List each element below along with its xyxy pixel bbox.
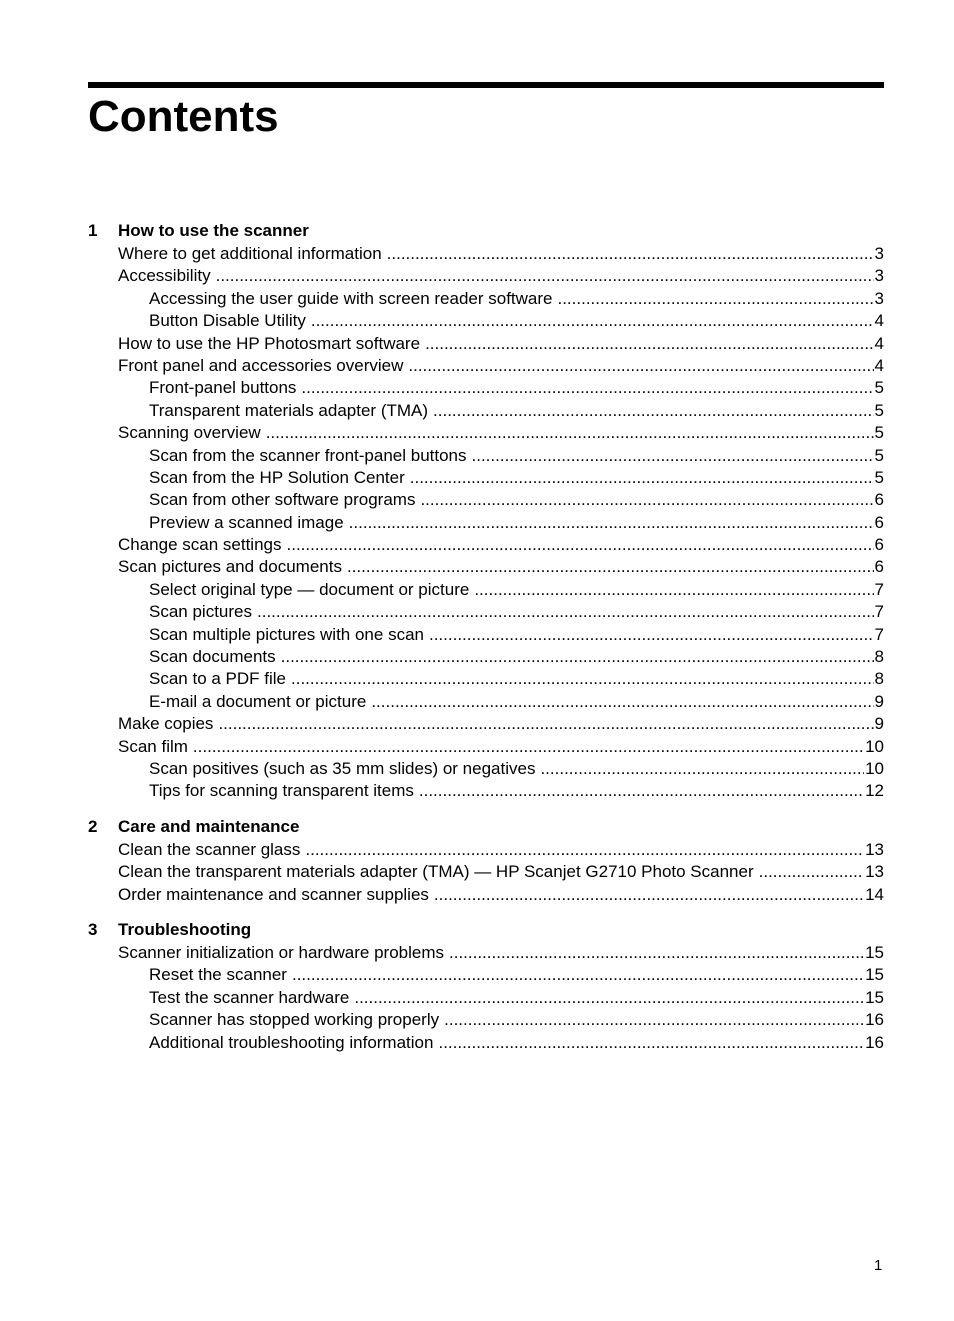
toc-entry-title: Change scan settings bbox=[118, 535, 282, 555]
page-title: Contents bbox=[88, 92, 279, 141]
dot-leader bbox=[281, 646, 874, 668]
toc-entry-page: 15 bbox=[865, 942, 884, 962]
toc-entry-title: Scan multiple pictures with one scan bbox=[149, 624, 424, 644]
toc-entry[interactable] bbox=[88, 713, 884, 735]
toc-entry-page: 16 bbox=[865, 1010, 884, 1030]
dot-leader bbox=[292, 964, 864, 986]
toc-entry-title: Make copies bbox=[118, 714, 214, 734]
toc-entry-page: 6 bbox=[874, 512, 884, 532]
dot-leader bbox=[387, 243, 874, 265]
toc-entry-page: 13 bbox=[865, 839, 884, 859]
toc-entry[interactable] bbox=[88, 758, 884, 780]
dot-leader bbox=[425, 333, 873, 355]
toc-entry[interactable] bbox=[88, 601, 884, 623]
toc-entry-title: Scan from the scanner front-panel buttons bbox=[149, 445, 467, 465]
dot-leader bbox=[420, 489, 873, 511]
toc-entry-title: Scan positives (such as 35 mm slides) or negatives bbox=[149, 758, 536, 778]
dot-leader bbox=[354, 987, 864, 1009]
dot-leader bbox=[218, 713, 873, 735]
toc-entry-page: 4 bbox=[874, 333, 884, 353]
toc-entry-page: 6 bbox=[874, 557, 884, 577]
toc-entry-title: Where to get additional information bbox=[118, 244, 382, 263]
toc-entry-title: Reset the scanner bbox=[149, 965, 287, 985]
toc-entry[interactable] bbox=[88, 377, 884, 399]
dot-leader bbox=[474, 579, 873, 601]
toc-entry-title: Front-panel buttons bbox=[149, 378, 297, 398]
toc-entry[interactable] bbox=[88, 964, 884, 986]
toc-entry[interactable] bbox=[88, 839, 884, 861]
dot-leader bbox=[540, 758, 864, 780]
toc-entry-page: 5 bbox=[874, 400, 884, 420]
dot-leader bbox=[444, 1009, 864, 1031]
page-number: 1 bbox=[874, 1257, 883, 1274]
chapter-heading bbox=[88, 918, 884, 942]
table-of-contents bbox=[88, 219, 884, 1054]
chapter-number: 3 bbox=[88, 919, 98, 939]
chapter-heading bbox=[88, 815, 884, 839]
toc-entry-title: Transparent materials adapter (TMA) bbox=[149, 400, 429, 420]
toc-entry-page: 16 bbox=[865, 1032, 884, 1052]
toc-entry[interactable] bbox=[88, 534, 884, 556]
dot-leader bbox=[759, 861, 864, 883]
toc-entry-page: 9 bbox=[874, 714, 884, 734]
dot-leader bbox=[301, 377, 873, 399]
toc-entry-page: 10 bbox=[865, 758, 884, 778]
toc-entry-page: 4 bbox=[874, 311, 884, 331]
toc-entry-page: 15 bbox=[865, 987, 884, 1007]
dot-leader bbox=[216, 265, 874, 287]
dot-leader bbox=[419, 780, 864, 802]
toc-entry[interactable] bbox=[88, 445, 884, 467]
toc-entry-title: Scanning overview bbox=[118, 423, 261, 443]
toc-entry-page: 12 bbox=[865, 781, 884, 801]
dot-leader bbox=[305, 839, 864, 861]
toc-entry-title: Scan to a PDF file bbox=[149, 669, 287, 689]
toc-entry[interactable] bbox=[88, 579, 884, 601]
dot-leader bbox=[347, 556, 874, 578]
toc-entry-page: 3 bbox=[874, 288, 884, 308]
toc-entry-title: Scanner has stopped working properly bbox=[149, 1010, 440, 1030]
toc-entry-title: Scan from other software programs bbox=[149, 490, 416, 510]
dot-leader bbox=[429, 624, 874, 646]
toc-entry-title: Order maintenance and scanner supplies bbox=[118, 884, 429, 904]
toc-entry[interactable] bbox=[88, 489, 884, 511]
toc-entry-title: Accessing the user guide with screen reader software bbox=[149, 288, 553, 308]
toc-entry[interactable] bbox=[88, 422, 884, 444]
toc-entry-title: Scan from the HP Solution Center bbox=[149, 467, 405, 487]
toc-entry[interactable] bbox=[88, 556, 884, 578]
toc-entry-title: Accessibility bbox=[118, 266, 211, 286]
toc-entry-title: Test the scanner hardware bbox=[149, 987, 350, 1007]
toc-entry-page: 6 bbox=[874, 490, 884, 510]
toc-entry[interactable] bbox=[88, 691, 884, 713]
toc-entry-page: 14 bbox=[865, 884, 884, 904]
chapter-title[interactable]: Care and maintenance bbox=[118, 816, 300, 836]
dot-leader bbox=[266, 422, 874, 444]
toc-entry-title: Select original type — document or picture bbox=[149, 579, 470, 599]
toc-entry-page: 5 bbox=[874, 467, 884, 487]
toc-entry[interactable] bbox=[88, 310, 884, 332]
chapter-number: 2 bbox=[88, 816, 98, 836]
toc-entry[interactable] bbox=[88, 624, 884, 646]
toc-entry[interactable] bbox=[88, 942, 884, 964]
toc-entry-page: 8 bbox=[874, 669, 884, 689]
toc-entry-page: 5 bbox=[874, 423, 884, 443]
toc-entry[interactable] bbox=[88, 333, 884, 355]
toc-entry[interactable] bbox=[88, 265, 884, 287]
toc-entry-title: Scan pictures bbox=[149, 602, 252, 622]
toc-entry-page: 13 bbox=[865, 862, 884, 882]
dot-leader bbox=[291, 668, 874, 690]
toc-entry[interactable] bbox=[88, 243, 884, 265]
toc-entry-page: 5 bbox=[874, 445, 884, 465]
toc-entry[interactable] bbox=[88, 1032, 884, 1054]
toc-entry[interactable] bbox=[88, 884, 884, 906]
toc-entry[interactable] bbox=[88, 861, 884, 883]
toc-entry-title: Scan pictures and documents bbox=[118, 557, 342, 577]
toc-entry-page: 9 bbox=[874, 691, 884, 711]
dot-leader bbox=[257, 601, 874, 623]
dot-leader bbox=[449, 942, 864, 964]
toc-entry-title: Clean the scanner glass bbox=[118, 839, 301, 859]
dot-leader bbox=[193, 736, 864, 758]
toc-entry-title: Scanner initialization or hardware problems bbox=[118, 942, 444, 962]
toc-entry[interactable] bbox=[88, 987, 884, 1009]
toc-entry-title: Scan documents bbox=[149, 647, 276, 667]
toc-entry[interactable] bbox=[88, 467, 884, 489]
title-rule bbox=[88, 82, 884, 88]
dot-leader bbox=[408, 355, 873, 377]
toc-entry[interactable] bbox=[88, 646, 884, 668]
toc-entry-page: 3 bbox=[874, 266, 884, 286]
toc-entry-page: 7 bbox=[874, 579, 884, 599]
toc-entry-title: E-mail a document or picture bbox=[149, 691, 367, 711]
toc-entry-title: Scan film bbox=[118, 736, 188, 756]
toc-entry[interactable] bbox=[88, 355, 884, 377]
dot-leader bbox=[438, 1032, 864, 1054]
toc-entry[interactable] bbox=[88, 736, 884, 758]
dot-leader bbox=[434, 884, 864, 906]
toc-entry-title: Additional troubleshooting information bbox=[149, 1032, 434, 1052]
dot-leader bbox=[557, 288, 873, 310]
toc-entry-page: 8 bbox=[874, 647, 884, 667]
dot-leader bbox=[371, 691, 873, 713]
toc-entry[interactable] bbox=[88, 512, 884, 534]
chapter-heading bbox=[88, 219, 884, 243]
dot-leader bbox=[433, 400, 874, 422]
toc-entry-page: 7 bbox=[874, 602, 884, 622]
chapter-number: 1 bbox=[88, 221, 98, 240]
toc-entry-page: 3 bbox=[874, 244, 884, 263]
dot-leader bbox=[349, 512, 874, 534]
toc-entry-title: Front panel and accessories overview bbox=[118, 355, 404, 375]
toc-entry[interactable] bbox=[88, 780, 884, 802]
dot-leader bbox=[410, 467, 874, 489]
dot-leader bbox=[472, 445, 874, 467]
toc-entry-title: How to use the HP Photosmart software bbox=[118, 333, 421, 353]
toc-entry-page: 7 bbox=[874, 624, 884, 644]
dot-leader bbox=[287, 534, 874, 556]
toc-entry-title: Button Disable Utility bbox=[149, 311, 306, 331]
toc-entry-title: Clean the transparent materials adapter (TMA) — HP Scanjet G2710 Photo Scanner bbox=[118, 862, 754, 882]
toc-entry[interactable] bbox=[88, 668, 884, 690]
toc-entry[interactable] bbox=[88, 400, 884, 422]
toc-entry-page: 5 bbox=[874, 378, 884, 398]
toc-entry[interactable] bbox=[88, 288, 884, 310]
toc-entry-page: 4 bbox=[874, 355, 884, 375]
toc-entry-page: 15 bbox=[865, 965, 884, 985]
toc-entry-title: Preview a scanned image bbox=[149, 512, 344, 532]
dot-leader bbox=[311, 310, 874, 332]
chapter-title[interactable]: Troubleshooting bbox=[118, 919, 252, 939]
toc-entry[interactable] bbox=[88, 1009, 884, 1031]
toc-entry-page: 6 bbox=[874, 535, 884, 555]
chapter-title[interactable]: How to use the scanner bbox=[118, 221, 309, 240]
toc-entry-title: Tips for scanning transparent items bbox=[149, 781, 414, 801]
toc-entry-page: 10 bbox=[865, 736, 884, 756]
